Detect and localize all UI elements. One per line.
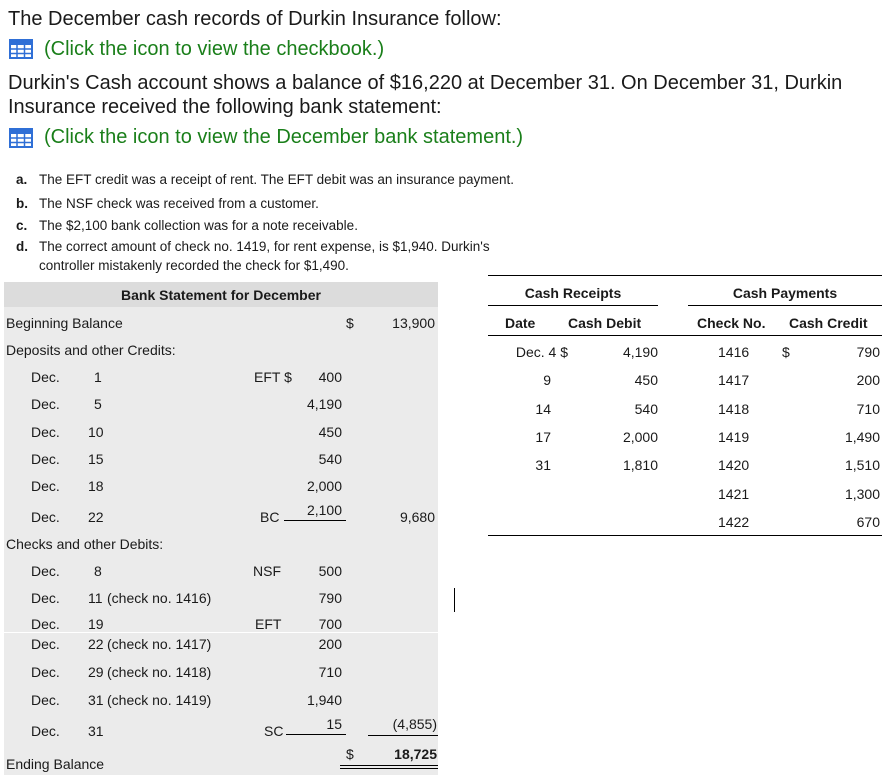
table-bottom-rule: [488, 535, 882, 536]
payment-check-no: 1422: [718, 514, 750, 530]
payment-amount: 1,490: [844, 429, 880, 445]
check-amount: 710: [318, 664, 342, 680]
check-amount: 790: [318, 590, 342, 606]
deposit-amount: 2,100: [306, 502, 342, 518]
receipt-date: 9: [543, 372, 551, 388]
para-line2: Insurance received the following bank statement:: [8, 96, 442, 118]
bank-statement-title: Bank Statement for December: [121, 287, 321, 303]
deposit-day: 5: [94, 396, 102, 412]
check-desc: (check no. 1416): [107, 590, 212, 606]
deposit-amount: 400: [318, 369, 342, 385]
cash-receipts-title: Cash Receipts: [524, 285, 622, 301]
check-amount: 15: [326, 716, 342, 732]
deposit-day: 22: [88, 509, 104, 525]
receipt-date: 31: [535, 457, 551, 473]
payment-check-no: 1416: [718, 344, 750, 360]
check-desc: (check no. 1418): [107, 664, 212, 680]
receipt-amount: 450: [634, 372, 658, 388]
deposit-month: Dec.: [31, 369, 60, 385]
check-amount: 500: [318, 563, 342, 579]
deposits-label: Deposits and other Credits:: [6, 342, 176, 358]
payment-amount: 1,510: [844, 457, 880, 473]
receipt-amount: 540: [634, 401, 658, 417]
table-icon[interactable]: [9, 39, 33, 59]
check-code: SC: [264, 723, 284, 739]
payment-check-no: 1417: [718, 372, 750, 388]
payment-check-no: 1421: [718, 486, 750, 502]
check-month: Dec.: [31, 692, 60, 708]
deposit-amount: 2,000: [306, 478, 342, 494]
double-underline: [340, 768, 438, 769]
deposit-month: Dec.: [31, 451, 60, 467]
deposits-total: 9,680: [399, 509, 435, 525]
check-month: Dec.: [31, 563, 60, 579]
receipt-date: 17: [535, 429, 551, 445]
check-month: Dec.: [31, 636, 60, 652]
note-letter: c.: [16, 218, 28, 233]
beginning-balance-value: 13,900: [392, 315, 435, 331]
payment-amount: 790: [856, 344, 880, 360]
deposit-amount: 4,190: [306, 396, 342, 412]
check-month: Dec.: [31, 664, 60, 680]
intro-text: The December cash records of Durkin Insurance follow:: [8, 8, 502, 30]
check-day: 22: [88, 636, 104, 652]
payment-amount: 1,300: [844, 486, 880, 502]
beginning-balance-label: Beginning Balance: [6, 315, 123, 331]
check-month: Dec.: [31, 723, 60, 739]
table-top-rule: [488, 275, 882, 276]
note-text: The $2,100 bank collection was for a note receivable.: [39, 218, 358, 233]
deposit-code: BC: [260, 509, 280, 525]
receipt-date: Dec. 4 $: [515, 344, 568, 360]
note-text: The EFT credit was a receipt of rent. The EFT debit was an insurance payment.: [39, 172, 514, 187]
deposit-day: 15: [88, 451, 104, 467]
col-cash-credit: Cash Credit: [789, 315, 868, 331]
deposit-amount: 450: [318, 424, 342, 440]
deposit-month: Dec.: [31, 478, 60, 494]
check-day: 31: [88, 723, 104, 739]
text-cursor: [454, 588, 455, 612]
payment-amount: 200: [856, 372, 880, 388]
note-text-continued: controller mistakenly recorded the check for $1,490.: [39, 258, 349, 273]
deposit-month: Dec.: [31, 396, 60, 412]
deposit-amount: 540: [318, 451, 342, 467]
para-line1: Durkin's Cash account shows a balance of $16,220 at December 31. On December 31, Durkin: [8, 72, 843, 94]
beginning-balance-sign: $: [346, 315, 354, 331]
payment-amount: 670: [856, 514, 880, 530]
bank-statement-link[interactable]: (Click the icon to view the December bank statement.): [44, 126, 524, 148]
receipt-date: 14: [535, 401, 551, 417]
check-month: Dec.: [31, 616, 60, 632]
ending-balance-value: 18,725: [394, 746, 437, 762]
payment-check-no: 1418: [718, 401, 750, 417]
check-amount: 200: [318, 636, 342, 652]
check-desc: (check no. 1419): [107, 692, 212, 708]
table-icon[interactable]: [9, 128, 33, 148]
cash-payments-title: Cash Payments: [732, 285, 838, 301]
note-text: The correct amount of check no. 1419, for rent expense, is $1,940. Durkin's: [39, 239, 490, 254]
col-cash-debit: Cash Debit: [568, 315, 642, 331]
double-underline: [340, 765, 438, 766]
payments-dollar-sign: $: [782, 344, 790, 360]
checks-total: (4,855): [392, 716, 437, 732]
payment-check-no: 1419: [718, 429, 750, 445]
deposit-month: Dec.: [31, 424, 60, 440]
deposit-code: EFT $: [254, 369, 292, 385]
check-day: 29: [88, 664, 104, 680]
check-amount: 700: [318, 616, 342, 632]
note-letter: a.: [16, 172, 28, 187]
check-day: 8: [94, 563, 102, 579]
ending-balance-label: Ending Balance: [6, 756, 105, 772]
payment-amount: 710: [856, 401, 880, 417]
checks-label: Checks and other Debits:: [6, 536, 164, 552]
col-date: Date: [505, 315, 536, 331]
subtotal-underline: [286, 734, 346, 735]
subtotal-underline: [284, 520, 346, 521]
check-day: 31: [88, 692, 104, 708]
receipt-amount: 1,810: [622, 457, 658, 473]
header-rule: [688, 305, 882, 306]
col-check-no: Check No.: [697, 315, 766, 331]
payment-check-no: 1420: [718, 457, 750, 473]
note-letter: d.: [16, 239, 28, 254]
note-text: The NSF check was received from a customer.: [39, 196, 319, 211]
ending-balance-sign: $: [346, 746, 354, 762]
check-day: 19: [88, 616, 104, 632]
check-amount: 1,940: [306, 692, 342, 708]
check-desc: (check no. 1417): [107, 636, 212, 652]
check-code: NSF: [253, 563, 281, 579]
deposit-day: 1: [94, 369, 102, 385]
header-bottom-rule: [488, 335, 882, 336]
check-month: Dec.: [31, 590, 60, 606]
checkbook-link[interactable]: (Click the icon to view the checkbook.): [44, 38, 385, 60]
receipt-amount: 2,000: [622, 429, 658, 445]
header-rule: [488, 305, 658, 306]
check-code: EFT: [255, 616, 282, 632]
deposit-day: 10: [88, 424, 104, 440]
check-day: 11: [88, 590, 103, 606]
receipt-amount: 4,190: [622, 344, 658, 360]
total-underline: [368, 735, 438, 736]
deposit-day: 18: [88, 478, 104, 494]
deposit-month: Dec.: [31, 509, 60, 525]
note-letter: b.: [16, 196, 28, 211]
